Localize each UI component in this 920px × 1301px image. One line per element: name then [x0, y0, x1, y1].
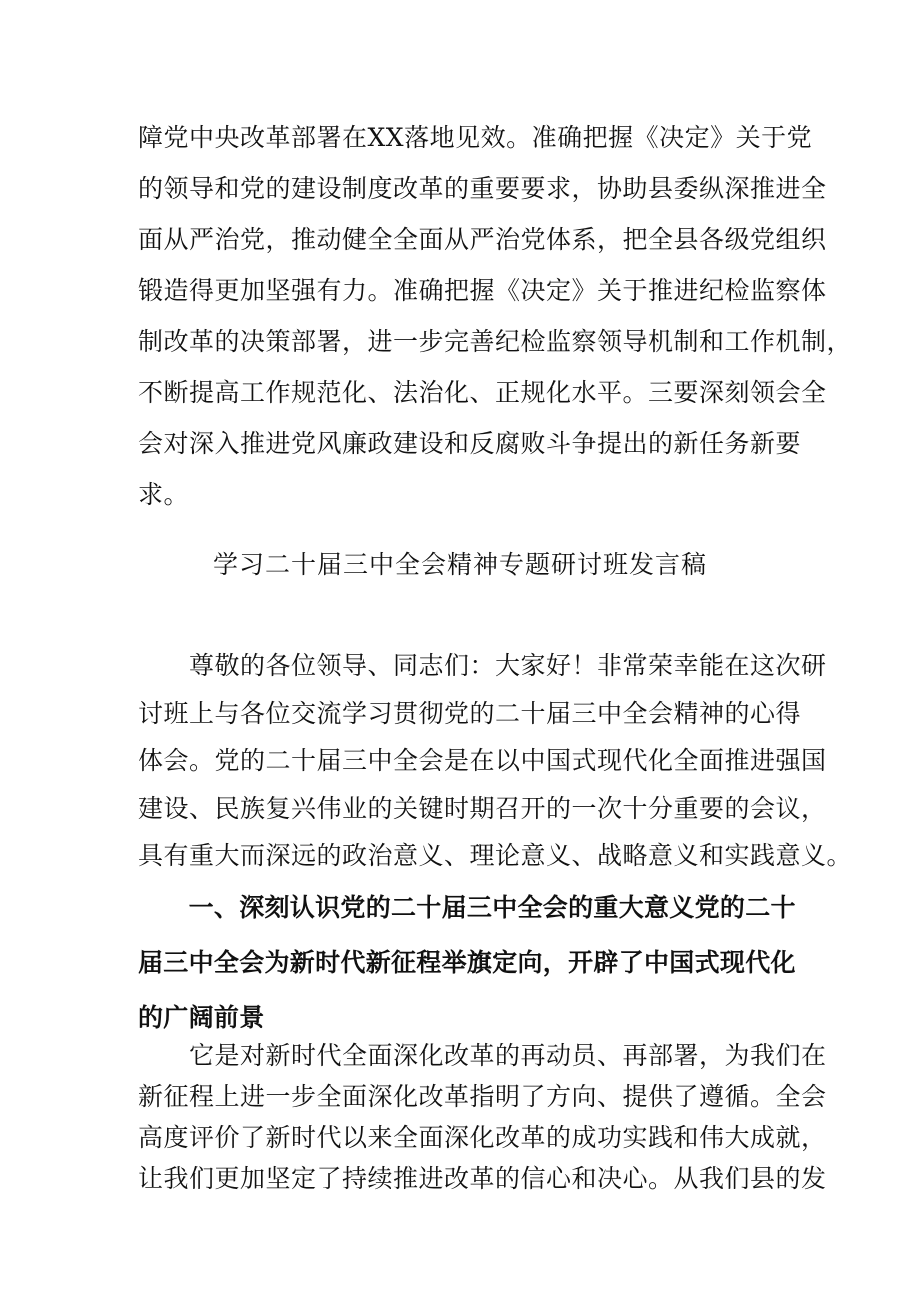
text-line: 体会。党的二十届三中全会是在以中国式现代化全面推进强国	[138, 746, 827, 775]
text-line: 高度评价了新时代以来全面深化改革的成功实践和伟大成就，	[138, 1123, 827, 1152]
text-line: 锻造得更加坚强有力。准确把握《决定》关于推进纪检监察体	[138, 276, 827, 305]
intro-paragraph	[138, 642, 853, 880]
text-line: 面从严治党，推动健全全面从严治党体系，把全县各级党组织	[138, 225, 827, 254]
text-line: 建设、民族复兴伟业的关键时期召开的一次十分重要的会议，	[138, 793, 827, 823]
heading-line: 的广阔前景	[138, 1003, 265, 1032]
document-title: 学习二十届三中全会精神专题研讨班发言稿	[212, 550, 707, 579]
text-line: 尊敬的各位领导、同志们：大家好！非常荣幸能在这次研	[138, 651, 827, 680]
text-line: 不断提高工作规范化、法治化、正规化水平。三要深刻领会全	[138, 378, 827, 407]
text-line: 求。	[138, 480, 190, 509]
section-heading	[138, 880, 798, 1045]
text-line: 具有重大而深远的政治意义、理论意义、战略意义和实践意义。	[138, 841, 853, 870]
text-line: 讨班上与各位交流学习贯彻党的二十届三中全会精神的心得	[138, 698, 802, 728]
body-paragraph	[138, 1035, 827, 1199]
text-line: 制改革的决策部署，进一步完善纪检监察领导机制和工作机制，	[138, 327, 853, 356]
text-line: 它是对新时代全面深化改革的再动员、再部署，为我们在	[138, 1041, 827, 1070]
text-line: 新征程上进一步全面深化改革指明了方向、提供了遵循。全会	[138, 1082, 827, 1111]
text-line: 会对深入推进党风廉政建设和反腐败斗争提出的新任务新要	[138, 429, 802, 458]
text-line: 让我们更加坚定了持续推进改革的信心和决心。从我们县的发	[138, 1164, 827, 1193]
heading-line: 届三中全会为新时代新征程举旗定向，开辟了中国式现代化	[138, 948, 796, 977]
text-line: 障党中央改革部署在XX落地见效。准确把握《决定》关于党	[138, 123, 813, 152]
paragraph-continued	[138, 112, 853, 520]
text-line: 的领导和党的建设制度改革的重要要求，协助县委纵深推进全	[138, 174, 827, 203]
heading-line: 一、深刻认识党的二十届三中全会的重大意义党的二十	[138, 893, 796, 922]
